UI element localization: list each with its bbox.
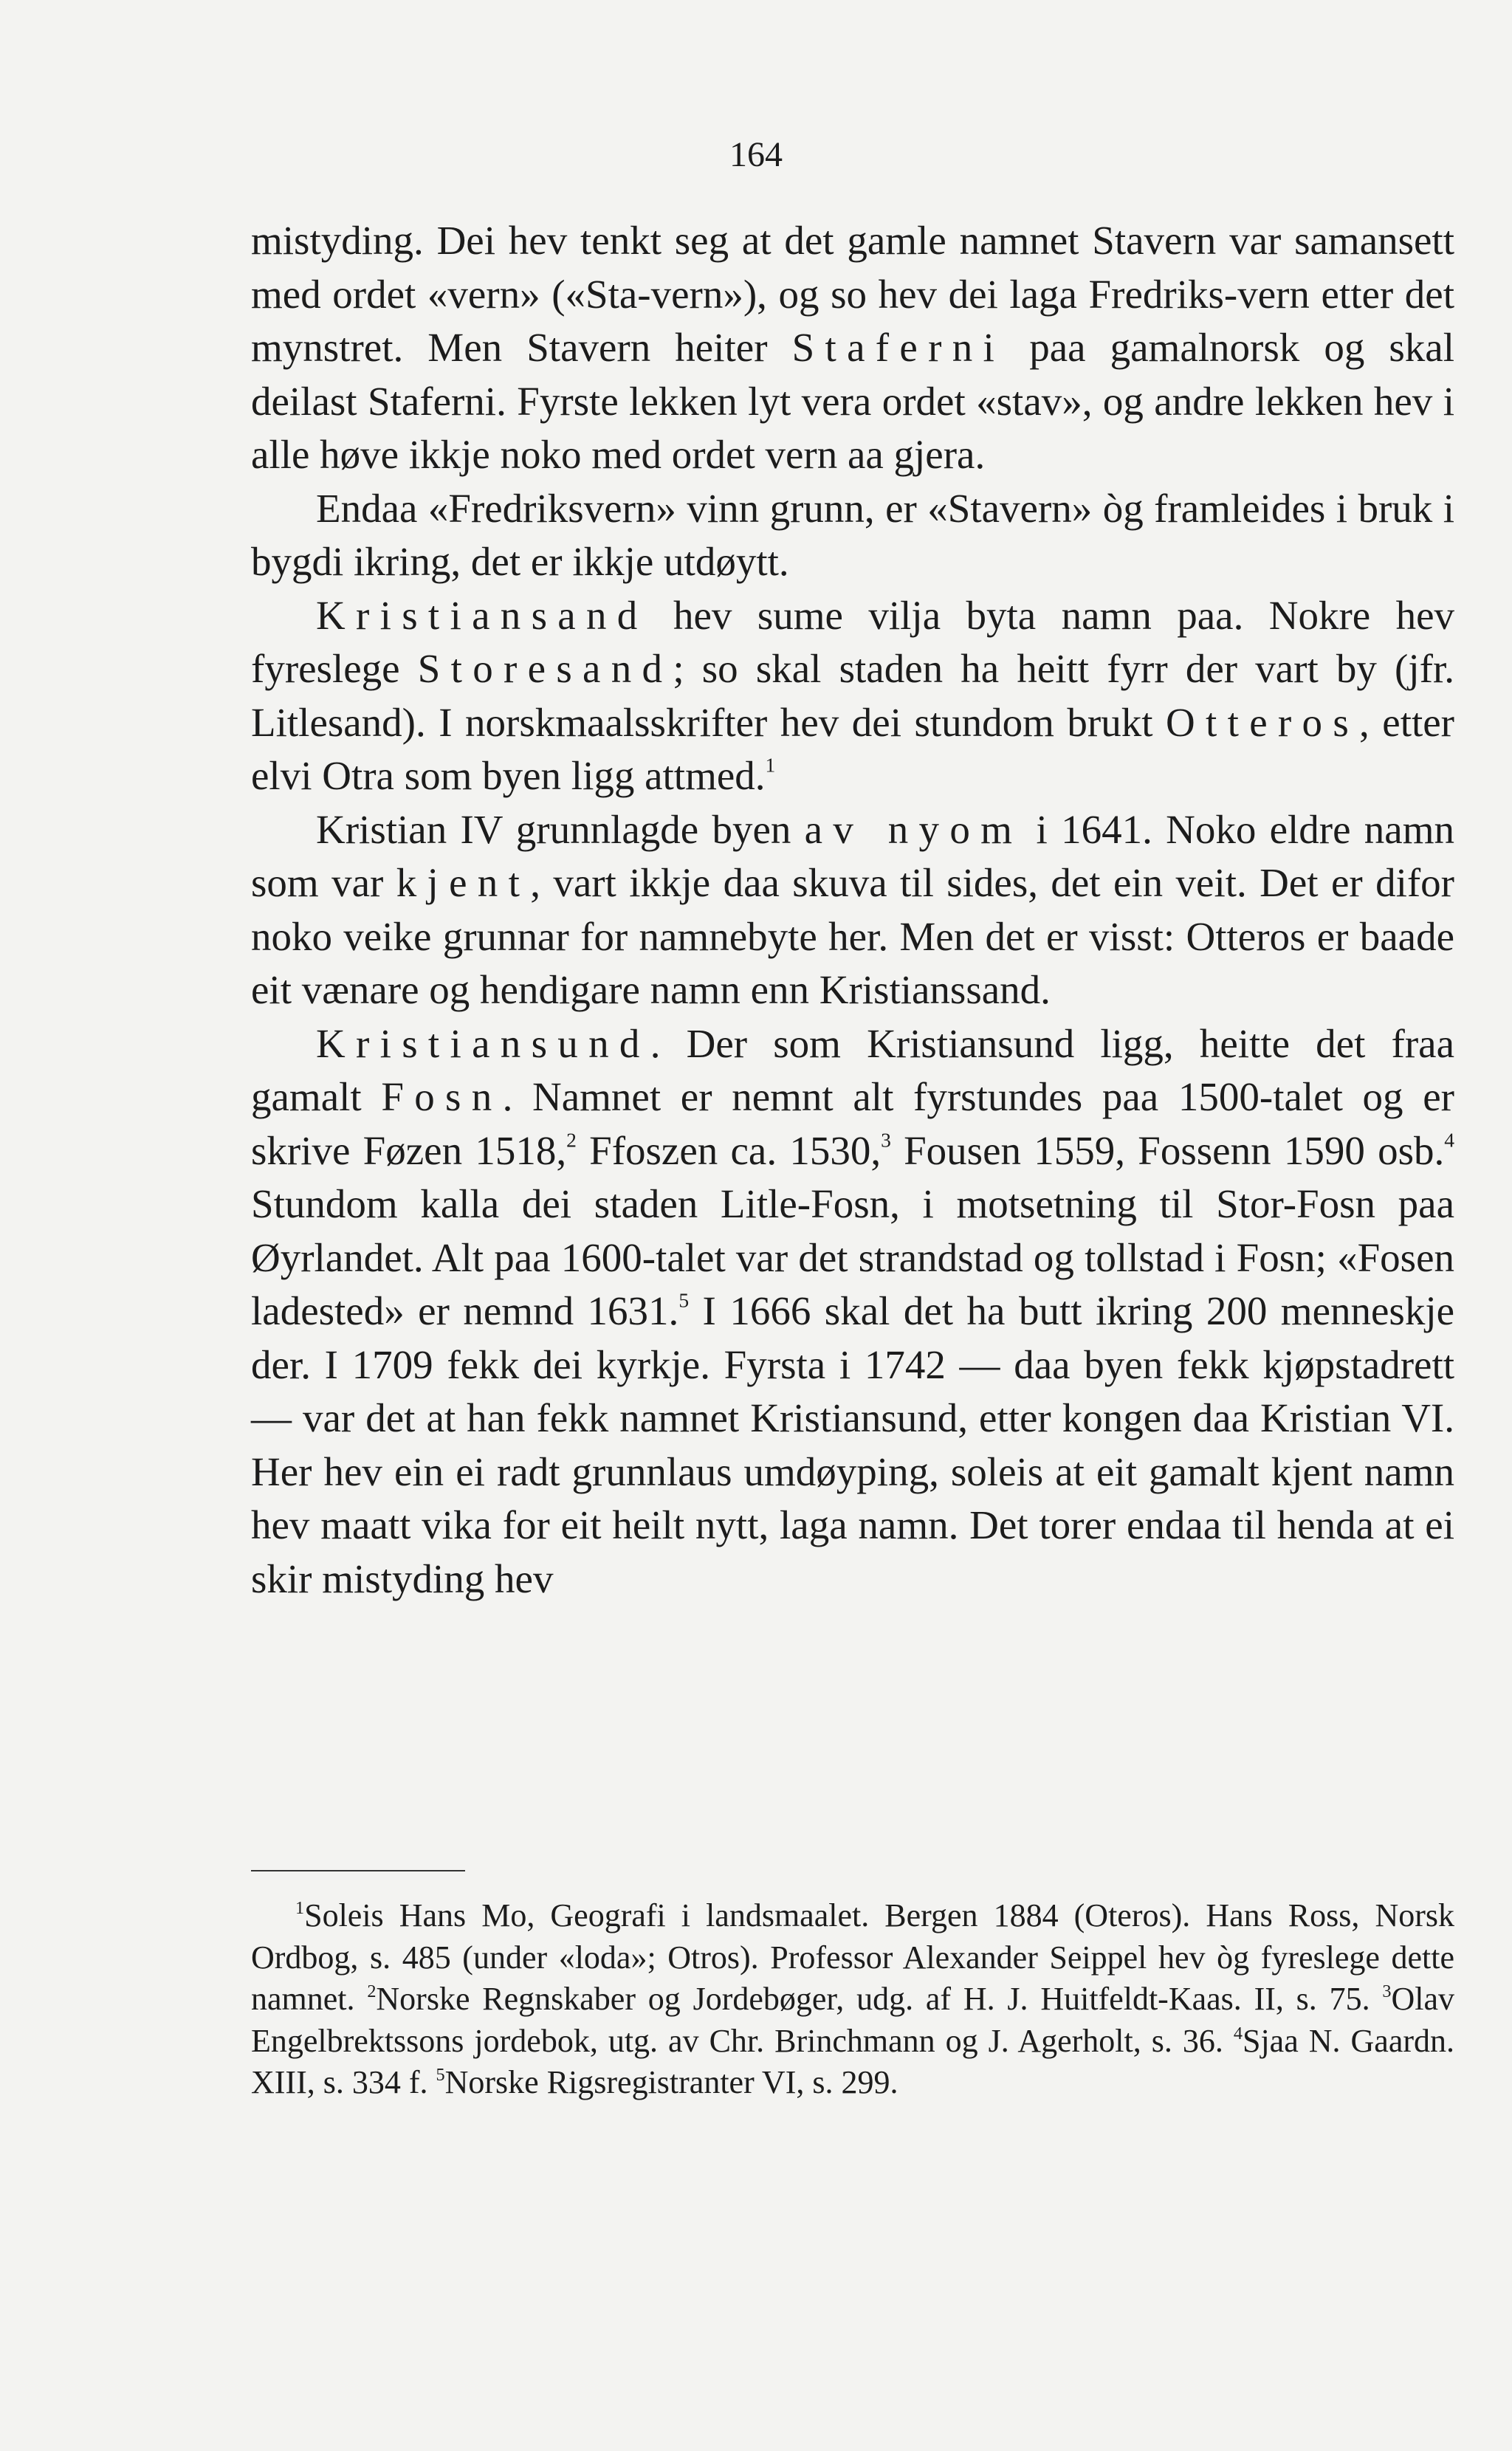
footnote-block	[251, 1895, 1454, 2104]
footnote-marker: 1	[765, 753, 776, 777]
footnote-text: Olav Engelbrektssons jordebok, utg. av Chr. Brinchmann og J. Agerholt, s. 36.	[251, 1981, 1454, 2059]
text-run: Endaa «Fredriksvern» vinn grunn, er «Stavern» òg framleides i bruk i bygdi ikring, det er ikkje utdøytt.	[251, 485, 1454, 584]
text-run: Fousen 1559, Fossenn 1590 osb.	[890, 1127, 1445, 1173]
text-run: ; so skal staden ha heitt fyrr der vart by (jfr. Litlesand). I norskmaalsskrifter hev dei stundom brukt	[251, 646, 1454, 745]
text-run: I 1666 skal det ha butt ikring 200 menneskje der. I 1709 fekk dei kyrkje. Fyrsta i 1742 — daa byen fekk kjøpstadrett — var det at han fekk namnet Kristiansund, etter kongen daa Kristian VI. Her hev ein ei radt grunnlaus umdøyping, soleis at eit gamalt kjent namn hev maatt vika for eit heilt nytt, laga namn. Det torer endaa til henda at ei skir mistyding hev	[251, 1288, 1455, 1601]
spaced-term: Otteros	[1166, 699, 1360, 745]
text-run: mistyding. Dei hev tenkt seg at det gamle namnet Stavern var samansett med ordet «vern» («Sta-vern»), og so hev dei laga Fredriks-vern etter det mynstret. Men Stavern heiter	[251, 218, 1454, 370]
footnote-text: Norske Rigsregistranter VI, s. 299.	[444, 2064, 898, 2100]
body-text	[251, 214, 1454, 1606]
paragraph-fredriksvern	[251, 482, 1454, 589]
footnote-marker: 5	[678, 1288, 690, 1312]
spaced-term: Storesand	[417, 646, 673, 691]
spaced-term: av nyom	[804, 806, 1023, 852]
paragraph-kristian-iv	[251, 803, 1454, 1017]
text-run: hev sume vilja byta namn paa. Nokre hev fyreslege	[251, 592, 1454, 691]
footnote-number: 3	[1382, 1981, 1392, 2002]
spaced-term: Kristiansand	[316, 592, 648, 638]
text-run: , vart ikkje daa skuva til sides, det ein veit. Det er difor noko veike grunnar for namnebyte her. Men det er visst: Otteros er baade eit vænare og hendigare namn enn Kristianssand.	[251, 860, 1454, 1012]
text-run: Kristian IV grunnlagde byen	[316, 806, 805, 852]
page-number: 164	[729, 135, 783, 174]
footnote-number: 5	[436, 2065, 445, 2086]
paragraph-stavern	[251, 214, 1454, 482]
footnote-text: Sjaa N. Gaardn. XIII, s. 334 f.	[251, 2022, 1455, 2100]
footnote-marker: 3	[881, 1128, 891, 1152]
spaced-term: Staferni	[791, 325, 1006, 370]
paragraph-kristiansand	[251, 589, 1454, 803]
text-run: paa gamalnorsk og skal deilast Staferni. Fyrste lekken lyt vera ordet «stav», og andre lekken hev i alle høve ikkje noko med ordet vern aa gjera.	[251, 325, 1454, 477]
text-run: , etter elvi Otra som byen ligg attmed.	[251, 699, 1454, 798]
footnote-marker: 2	[566, 1128, 577, 1152]
footnote-marker: 4	[1444, 1128, 1454, 1152]
footnote-number: 2	[367, 1981, 377, 2002]
spaced-term: Kristiansund	[316, 1020, 650, 1066]
footnotes	[251, 1895, 1454, 2104]
text-run: . Der som Kristiansund ligg, heitte det fraa gamalt	[251, 1020, 1454, 1119]
footnote-divider	[251, 1870, 465, 1871]
footnote-number: 1	[295, 1898, 305, 1919]
text-run: Ffoszen ca. 1530,	[576, 1127, 882, 1173]
footnote-text: Norske Regnskaber og Jordebøger, udg. af H. J. Huitfeldt-Kaas. II, s. 75.	[376, 1981, 1383, 2017]
spaced-term: Fosn	[381, 1074, 503, 1119]
text-run: Stundom kalla dei staden Litle-Fosn, i motsetning til Stor-Fosn paa Øyrlandet. Alt paa 1600-talet var det strandstad og tollstad i Fosn; «Fosen ladested» er nemnd 1631.	[251, 1181, 1454, 1333]
footnote-number: 4	[1233, 2023, 1243, 2043]
spaced-term: kjent	[396, 860, 531, 905]
text-run: i 1641. Noko eldre namn som var	[251, 806, 1454, 905]
footnote-text: Soleis Hans Mo, Geografi i landsmaalet. Bergen 1884 (Oteros). Hans Ross, Norsk Ordbog, s. 485 (under «loda»; Otros). Professor Alexander Seippel hev òg fyreslege dette namnet.	[251, 1897, 1454, 2017]
text-run: . Namnet er nemnt alt fyrstundes paa 1500-talet og er skrive Føzen 1518,	[251, 1074, 1454, 1173]
paragraph-kristiansund	[251, 1017, 1454, 1606]
